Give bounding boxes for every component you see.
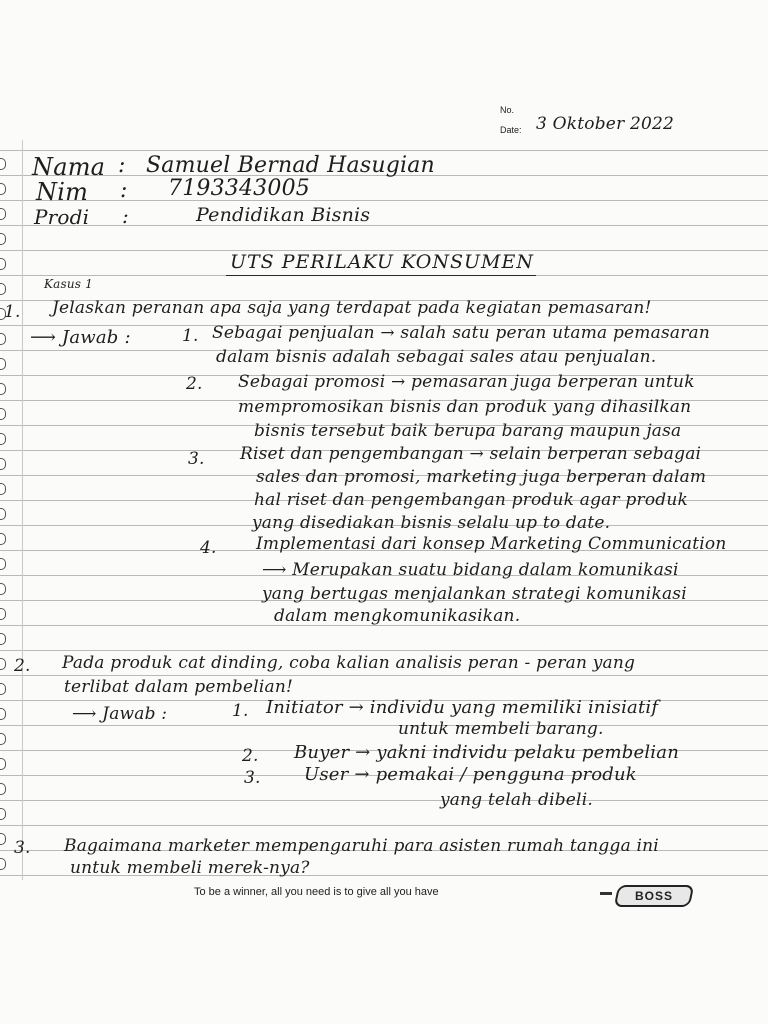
q1-item-line: yang disediakan bisnis selalu up to date. — [252, 513, 611, 533]
q1-answer-label: ⟶ Jawab : — [30, 327, 131, 348]
prodi-label: Prodi — [34, 205, 90, 229]
q2-number: 2. — [14, 656, 31, 676]
prodi-value: Pendidikan Bisnis — [196, 204, 371, 226]
q1-item-number: 3. — [188, 449, 205, 469]
q2-item-line: User → pemakai / pengguna produk — [304, 764, 637, 785]
nama-label: Nama — [32, 153, 106, 181]
q3-question-line: untuk membeli merek-nya? — [70, 858, 310, 878]
prodi-separator: : — [122, 204, 129, 228]
q1-item-number: 4. — [200, 538, 217, 558]
q2-question-line: Pada produk cat dinding, coba kalian analisis peran - peran yang — [62, 653, 636, 673]
no-label: No. — [500, 105, 515, 115]
case-label: Kasus 1 — [44, 277, 94, 291]
q2-item-number: 2. — [242, 746, 259, 766]
brand-logo-text: BOSS — [634, 889, 673, 903]
q2-item-number: 1. — [232, 701, 249, 721]
q2-item-line: Buyer → yakni individu pelaku pembelian — [294, 742, 679, 763]
q1-question: Jelaskan peranan apa saja yang terdapat pada kegiatan pemasaran! — [52, 298, 652, 318]
logo-dash — [600, 892, 612, 895]
q1-item-line: yang bertugas menjalankan strategi komunikasi — [262, 584, 687, 604]
q1-item-line: Implementasi dari konsep Marketing Communication — [256, 534, 727, 554]
q1-item-line: Riset dan pengembangan → selain berperan sebagai — [240, 444, 702, 464]
nim-separator: : — [120, 178, 128, 203]
q1-item-line: mempromosikan bisnis dan produk yang dihasilkan — [238, 397, 692, 417]
q1-item-line: bisnis tersebut baik berupa barang maupun jasa — [254, 421, 682, 441]
nama-separator: : — [118, 153, 126, 178]
footer-slogan: To be a winner, all you need is to give all you have — [194, 886, 439, 898]
q1-item-line: Sebagai promosi → pemasaran juga berperan untuk — [238, 372, 695, 392]
nim-value: 7193343005 — [168, 176, 310, 201]
q1-number: 1. — [4, 302, 21, 322]
q2-item-line: yang telah dibeli. — [440, 790, 593, 810]
nama-value: Samuel Bernad Hasugian — [146, 153, 435, 178]
q1-item-number: 1. — [182, 326, 199, 346]
q3-question-line: Bagaimana marketer mempengaruhi para asisten rumah tangga ini — [64, 836, 659, 856]
date-value: 3 Oktober 2022 — [536, 114, 675, 134]
q1-item-number: 2. — [186, 374, 203, 394]
q1-item-line: Sebagai penjualan → salah satu peran utama pemasaran — [212, 323, 711, 343]
q1-item-line: sales dan promosi, marketing juga berperan dalam — [256, 467, 707, 487]
margin-line — [22, 140, 23, 880]
q2-answer-label: ⟶ Jawab : — [72, 704, 168, 724]
brand-logo — [614, 885, 695, 907]
q3-number: 3. — [14, 838, 31, 858]
nim-label: Nim — [36, 178, 89, 206]
q2-item-line: untuk membeli barang. — [398, 719, 604, 739]
q1-item-line: dalam bisnis adalah sebagai sales atau penjualan. — [216, 347, 657, 367]
q2-question-line: terlibat dalam pembelian! — [64, 677, 294, 697]
date-label: Date: — [500, 125, 522, 135]
q1-item-line: ⟶ Merupakan suatu bidang dalam komunikasi — [262, 560, 679, 580]
q2-item-number: 3. — [244, 768, 261, 788]
q1-item-line: dalam mengkomunikasikan. — [274, 606, 521, 626]
q1-item-line: hal riset dan pengembangan produk agar produk — [254, 490, 689, 510]
exam-title: UTS PERILAKU KONSUMEN — [230, 251, 534, 273]
title-underline — [226, 275, 536, 276]
q2-item-line: Initiator → individu yang memiliki inisiatif — [266, 697, 659, 718]
